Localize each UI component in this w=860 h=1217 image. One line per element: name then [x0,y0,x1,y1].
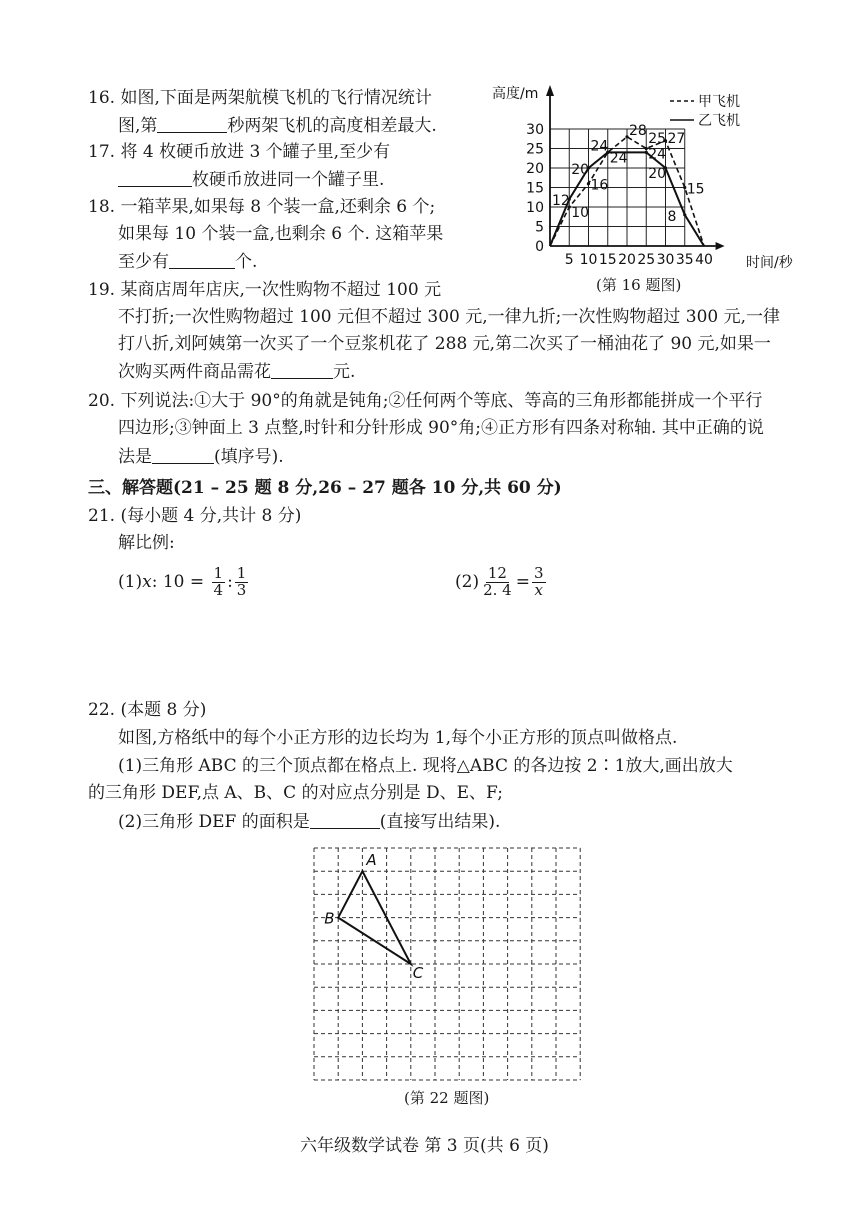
chart-data-label: 12 [552,193,570,210]
q20-line2: 四边形;③钟面上 3 点整,时针和分针形成 90°角;④正方形有四条对称轴. 其中正确的说 [118,418,764,438]
chart-x-tick-label: 25 [637,252,656,268]
page-footer: 六年级数学试卷 第 3 页(共 6 页) [300,1136,549,1156]
q16-line2 [118,115,437,136]
q22-line4 [118,811,500,832]
q16-line2-post: 秒两架飞机的高度相差最大. [227,116,437,136]
vertex-label-a: A [366,851,377,870]
q21-header: 21. (每小题 4 分,共计 8 分) [88,506,302,526]
chart-data-label: 25 [648,130,667,147]
q19-answer-blank[interactable] [271,361,333,379]
chart-data-label: 20 [571,162,590,178]
chart-data-label: 10 [571,204,590,221]
q19-line3: 打八折,刘阿姨第一次买了一个豆浆机花了 288 元,第二次买了一桶油花了 90 元,如果一 [118,334,771,354]
vertex-label-c: C [412,964,424,982]
q22-line3: 的三角形 DEF,点 A、B、C 的对应点分别是 D、E、F; [88,783,503,803]
chart-data-label: 24 [648,146,667,163]
chart-data-label: 20 [648,165,667,182]
chart-x-tick-label: 10 [579,252,598,268]
q20-line3-post: (填序号). [214,447,284,467]
chart-x-tick-label: 35 [675,252,694,268]
chart-data-label: 24 [590,138,609,155]
q22-line1: 如图,方格纸中的每个小正方形的边长均为 1,每个小正方形的顶点叫做格点. [118,728,678,748]
q21-part2-eq: = [515,571,530,592]
q22-line2: (1)三角形 ABC 的三个顶点都在格点上. 现将△ABC 的各边按 2∶1放大,画出放大 [118,756,733,776]
q18-line2: 如果每 10 个装一盒,也剩余 6 个. 这箱苹果 [118,224,444,244]
q22-header: 22. (本题 8 分) [88,700,207,720]
q17-line1: 17. 将 4 枚硬币放进 3 个罐子里,至少有 [88,142,391,162]
q21-part1 [118,566,250,599]
chart-y-axis-label: 高度/m [492,86,539,102]
q18-line3-post: 个. [235,252,258,272]
chart-y-tick-label: 5 [535,219,544,236]
chart-legend-label: 甲飞机 [698,94,740,110]
q21-sub: 解比例: [118,533,175,553]
q21-part2 [455,566,548,599]
q19-line2: 不打折;一次性购物超过 100 元但不超过 300 元,一律九折;一次性购物超过 300 元,一律 [118,307,781,327]
chart-data-label: 28 [629,123,647,139]
q18-line3 [118,251,257,272]
chart-data-point [683,213,686,216]
chart-x-tick-label: 20 [618,252,636,268]
q17-line2 [118,169,384,190]
q16-line2-pre: 图,第 [118,116,158,136]
vertex-label-b: B [324,909,335,928]
chart-data-label: 16 [590,177,609,194]
chart-y-tick-label: 0 [535,239,544,255]
section3-heading: 三、解答题(21 – 25 题 8 分,26 – 27 题各 10 分,共 60 分) [88,478,562,498]
q22-grid-figure [300,838,590,1088]
chart-data-label: 15 [686,181,705,198]
chart-y-tick-label: 10 [526,200,544,216]
chart-y-tick-label: 25 [526,141,544,158]
q20-line1: 20. 下列说法:①大于 90°的角就是钝角;②任何两个等底、等高的三角形都能拼成一个平行 [88,391,763,411]
chart-y-tick-label: 15 [526,180,544,197]
q21-part1-colon: : [227,571,233,592]
q16-line1: 16. 如图,下面是两架航模飞机的飞行情况统计 [88,88,432,108]
chart-legend-label: 乙飞机 [698,113,740,129]
q16-caption: (第 16 题图) [596,276,682,294]
q20-answer-blank[interactable] [152,446,214,464]
chart-x-tick-label: 40 [695,252,713,268]
q18-answer-blank[interactable] [169,251,235,269]
q22-caption: (第 22 题图) [404,1089,490,1107]
chart-data-label: 27 [667,130,686,147]
q18-line3-pre: 至少有 [118,252,169,272]
chart-x-axis-label: 时间/秒 [746,255,793,271]
q21-part1-label: (1) [118,571,143,592]
q19-line4 [118,361,355,382]
chart-x-tick-label: 15 [598,252,617,268]
q17-line2-post: 枚硬币放进同一个罐子里. [192,170,385,190]
q20-line3 [118,446,284,467]
q17-answer-blank[interactable] [118,169,192,187]
q21-part2-frac1: $\frac{12}{2. 4}$ [483,564,512,599]
q21-part1-frac2: $\frac{1}{3}$ [236,564,247,599]
chart-data-label: 8 [667,208,677,225]
q22-answer-blank[interactable] [310,811,380,829]
q19-line1: 19. 某商店周年店庆,一次性购物不超过 100 元 [88,280,442,300]
chart-y-tick-label: 30 [526,122,544,138]
q21-part2-label: (2) [455,571,480,592]
chart-x-tick-label: 30 [656,252,675,268]
chart-y-tick-label: 20 [526,161,544,177]
q21-part1-var: x [142,571,152,592]
q22-line4-pre: (2)三角形 DEF 的面积是 [118,812,310,832]
q18-line1: 18. 一箱苹果,如果每 8 个装一盒,还剩余 6 个; [88,197,436,217]
q19-line4-pre: 次购买两件商品需花 [118,362,271,382]
q19-line4-post: 元. [333,362,356,382]
q22-line4-post: (直接写出结果). [379,812,501,832]
q21-part1-frac1: $\frac{1}{4}$ [213,564,224,599]
chart-x-arrow-icon [716,242,725,250]
chart-y-arrow-icon [546,85,554,96]
q16-chart [490,82,810,272]
chart-data-label: 24 [609,150,628,167]
q21-part1-mid: : 10 = [151,571,205,592]
q20-line3-pre: 法是 [118,447,152,467]
q16-answer-blank[interactable] [157,115,227,133]
q21-part2-frac2: $\frac{3}{x}$ [533,564,544,599]
chart-x-tick-label: 5 [564,252,574,268]
